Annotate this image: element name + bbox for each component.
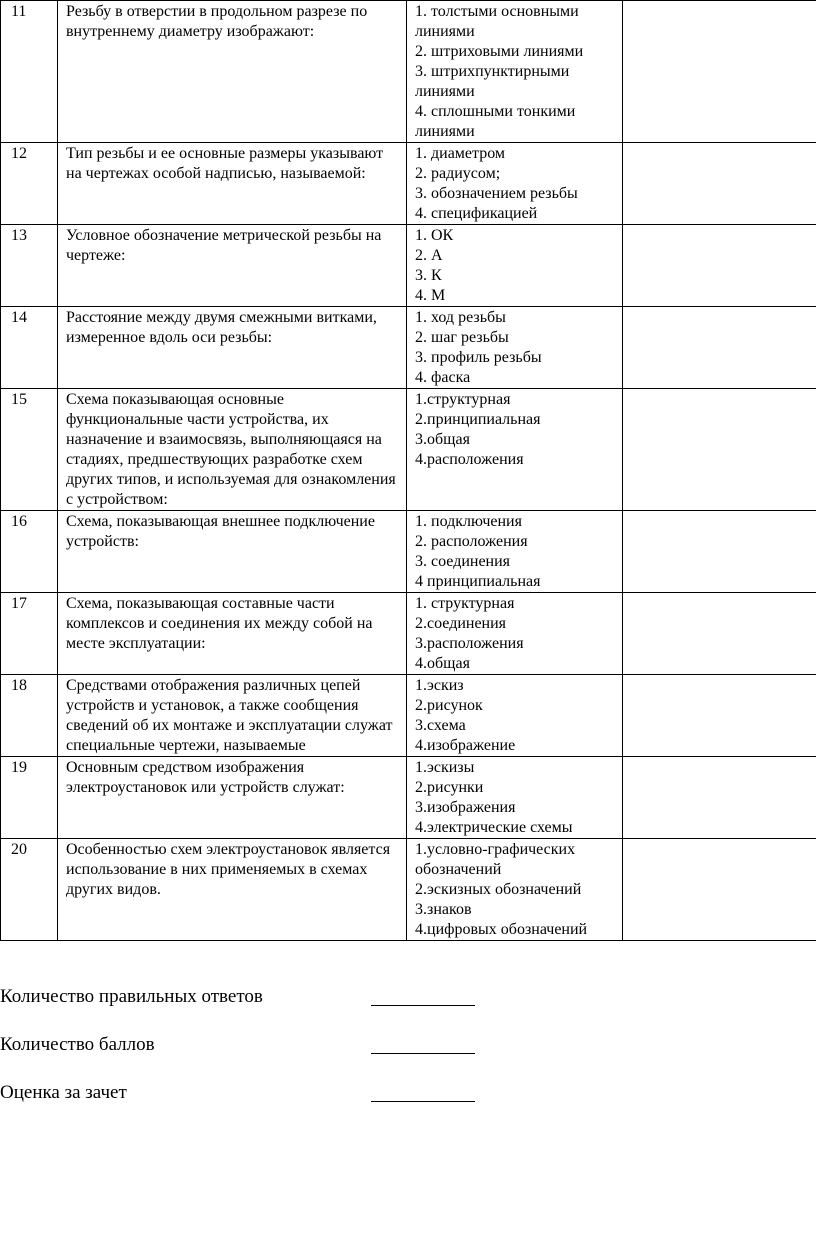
answer-option: 2.рисунки (415, 779, 484, 796)
answer-option: 3.схема (415, 717, 466, 734)
question-number: 15 (1, 389, 58, 511)
answer-option: 4. М (415, 287, 446, 304)
answer-options (407, 511, 623, 593)
answer-options (407, 225, 623, 307)
answer-option: 1. диаметром (415, 145, 506, 162)
question-number: 11 (1, 1, 58, 143)
grade-label: Оценка за зачет (0, 1082, 127, 1103)
answer-option: 3.знаков (415, 901, 472, 918)
answer-option: 4. фаска (415, 369, 471, 386)
answer-option: 2.эскизных обозначений (415, 881, 582, 898)
question-number: 14 (1, 307, 58, 389)
answer-cell (623, 307, 816, 389)
answer-option: 3.изображения (415, 799, 516, 816)
answer-option: 3. обозначением резьбы (415, 185, 578, 202)
question-text: Условное обозначение метрической резьбы на чертеже: (58, 225, 407, 307)
answer-options (407, 757, 623, 839)
answer-option: 4.общая (415, 655, 470, 672)
answer-option: 4.цифровых обозначений (415, 921, 588, 938)
question-number: 17 (1, 593, 58, 675)
question-text: Резьбу в отверстии в продольном разрезе по внутреннему диаметру изображают: (58, 1, 407, 143)
table-row (1, 389, 816, 511)
question-number: 16 (1, 511, 58, 593)
question-text: Расстояние между двумя смежными витками, измеренное вдоль оси резьбы: (58, 307, 407, 389)
quiz-table-body (1, 1, 816, 941)
question-number: 19 (1, 757, 58, 839)
answer-options (407, 1, 623, 143)
answer-option: 1.условно-графических обозначений (415, 841, 576, 878)
answer-options (407, 593, 623, 675)
answer-option: 2. радиусом; (415, 165, 501, 182)
answer-option: 2. шаг резьбы (415, 329, 509, 346)
grade-blank[interactable] (371, 1082, 475, 1102)
answer-option: 4. сплошными тонкими линиями (415, 103, 576, 140)
answer-option: 3.общая (415, 431, 470, 448)
answer-cell (623, 511, 816, 593)
answer-option: 1. ОК (415, 227, 454, 244)
answer-cell (623, 1, 816, 143)
answer-options (407, 675, 623, 757)
question-text: Средствами отображения различных цепей устройств и установок, а также сообщения сведений об их монтаже и эксплуатации служат специальные чертежи, называемые (58, 675, 407, 757)
answer-options (407, 143, 623, 225)
answer-option: 4.расположения (415, 451, 524, 468)
answer-option: 1. подключения (415, 513, 522, 530)
table-row (1, 225, 816, 307)
table-row (1, 757, 816, 839)
answer-option: 1. толстыми основными линиями (415, 3, 579, 40)
answer-options (407, 839, 623, 941)
answer-cell (623, 225, 816, 307)
answer-option: 2.соединения (415, 615, 507, 632)
answer-cell (623, 839, 816, 941)
answer-option: 4.изображение (415, 737, 516, 754)
answer-option: 3. штрихпунктирными линиями (415, 63, 570, 100)
table-row (1, 1, 816, 143)
answer-option: 1. ход резьбы (415, 309, 506, 326)
answer-option: 4. спецификацией (415, 205, 538, 222)
answer-cell (623, 143, 816, 225)
question-number: 13 (1, 225, 58, 307)
correct-answers-label: Количество правильных ответов (0, 986, 263, 1007)
answer-option: 2. расположения (415, 533, 528, 550)
answer-option: 2.рисунок (415, 697, 483, 714)
answer-cell (623, 757, 816, 839)
question-text: Тип резьбы и ее основные размеры указывают на чертежах особой надписью, называемой: (58, 143, 407, 225)
answer-option: 3.расположения (415, 635, 524, 652)
question-text: Схема показывающая основные функциональные части устройства, их назначение и взаимосвязь, выполняющаяся на стадиях, предшествующих разработке схем других типов, и используемая для ознакомления с устройством: (58, 389, 407, 511)
answer-option: 1.эскиз (415, 677, 464, 694)
question-text: Схема, показывающая внешнее подключение устройств: (58, 511, 407, 593)
answer-option: 2.принципиальная (415, 411, 541, 428)
answer-option: 1.структурная (415, 391, 511, 408)
question-number: 18 (1, 675, 58, 757)
answer-option: 3. К (415, 267, 442, 284)
table-row (1, 307, 816, 389)
answer-option: 1.эскизы (415, 759, 475, 776)
answer-option: 4.электрические схемы (415, 819, 573, 836)
question-text: Основным средством изображения электроустановок или устройств служат: (58, 757, 407, 839)
question-text: Особенностью схем электроустановок является использование в них применяемых в схемах других видов. (58, 839, 407, 941)
correct-answers-blank[interactable] (371, 986, 475, 1006)
answer-cell (623, 675, 816, 757)
answer-option: 1. структурная (415, 595, 515, 612)
table-row (1, 675, 816, 757)
answer-option: 3. профиль резьбы (415, 349, 542, 366)
answer-options (407, 389, 623, 511)
answer-options (407, 307, 623, 389)
answer-option: 4 принципиальная (415, 573, 541, 590)
points-label: Количество баллов (0, 1034, 155, 1055)
table-row (1, 593, 816, 675)
question-number: 20 (1, 839, 58, 941)
points-blank[interactable] (371, 1034, 475, 1054)
question-number: 12 (1, 143, 58, 225)
question-text: Схема, показывающая составные части комплексов и соединения их между собой на месте эксплуатации: (58, 593, 407, 675)
answer-cell (623, 389, 816, 511)
table-row (1, 839, 816, 941)
answer-cell (623, 593, 816, 675)
table-row (1, 143, 816, 225)
answer-option: 2. А (415, 247, 443, 264)
table-row (1, 511, 816, 593)
answer-option: 3. соединения (415, 553, 511, 570)
answer-option: 2. штриховыми линиями (415, 43, 584, 60)
